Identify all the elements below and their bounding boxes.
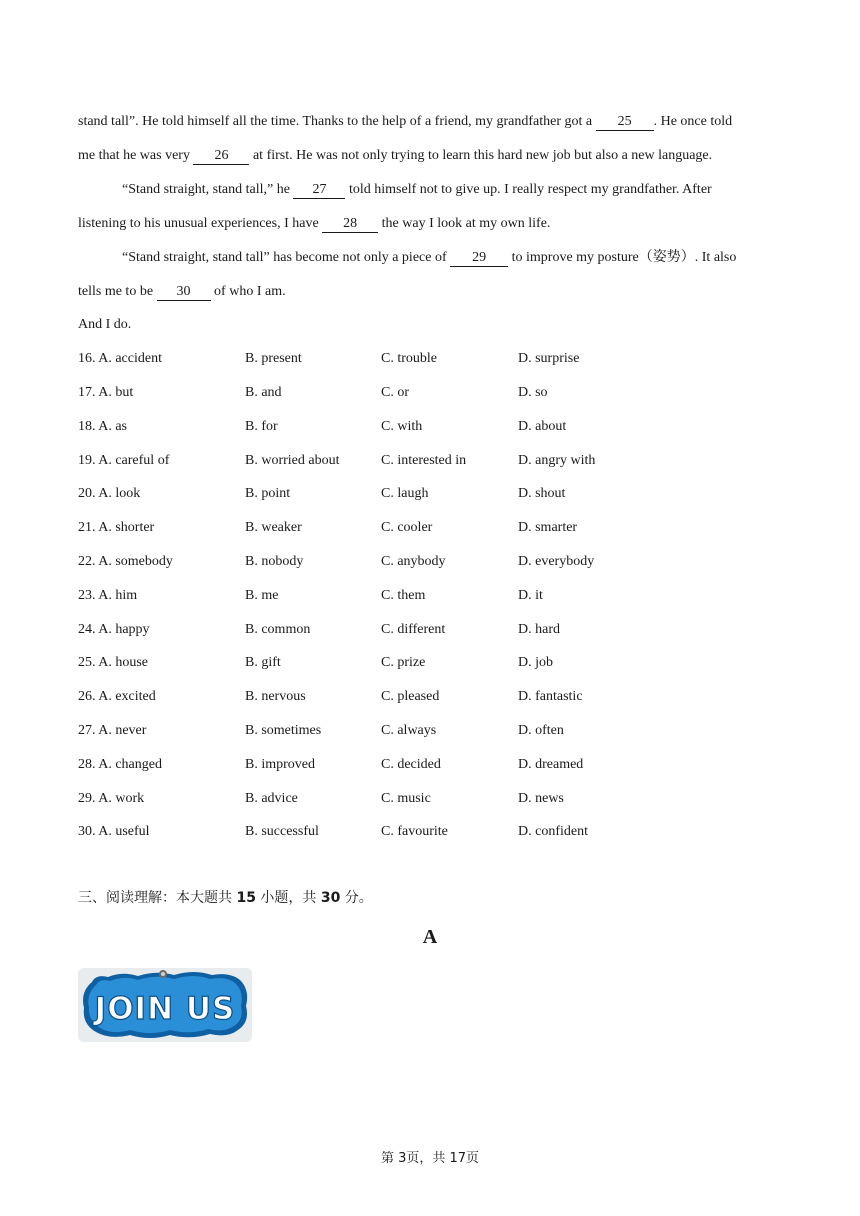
option-d: D. dreamed [518, 757, 584, 772]
blank-27: 27 [293, 182, 345, 199]
option-d: D. shout [518, 486, 566, 501]
option-a: 22. A. somebody [78, 554, 173, 569]
option-d: D. so [518, 385, 548, 400]
option-b: B. sometimes [245, 723, 322, 738]
option-d: D. fantastic [518, 689, 583, 704]
option-c: C. always [381, 723, 437, 738]
join-us-logo-graphic [78, 968, 252, 1042]
option-b: B. common [245, 622, 311, 637]
option-c: C. anybody [381, 554, 446, 569]
option-a: 16. A. accident [78, 351, 162, 366]
passage-text: me that he was very [78, 148, 194, 163]
question-24-options [78, 621, 678, 639]
option-c: C. or [381, 385, 409, 400]
option-d: D. surprise [518, 351, 580, 366]
passage-text: . He once told [653, 114, 733, 129]
option-c: C. cooler [381, 520, 433, 535]
question-27-options [78, 722, 678, 740]
passage-line-6 [78, 283, 788, 301]
passage-text: at first. He was not only trying to learn this hard new job but also a new language. [249, 148, 713, 163]
option-c: C. prize [381, 655, 426, 670]
option-b: B. gift [245, 655, 281, 670]
question-30-options [78, 823, 678, 841]
option-d: D. it [518, 588, 543, 603]
option-d: D. angry with [518, 453, 596, 468]
section-heading-text: 小题，共 [255, 890, 321, 906]
join-us-logo [78, 968, 252, 1042]
option-b: B. for [245, 419, 278, 434]
option-d: D. about [518, 419, 567, 434]
passage-line-5 [78, 249, 832, 267]
question-20-options [78, 485, 678, 503]
option-b: B. present [245, 351, 302, 366]
passage-text: “Stand straight, stand tall” has become not only a piece of [122, 250, 451, 265]
option-d: D. job [518, 655, 553, 670]
option-a: 25. A. house [78, 655, 148, 670]
option-a: 17. A. but [78, 385, 134, 400]
passage-text: listening to his unusual experiences, I have [78, 216, 323, 231]
option-a: 28. A. changed [78, 757, 162, 772]
score-total: 30 [320, 890, 341, 906]
option-a: 24. A. happy [78, 622, 150, 637]
question-26-options [78, 688, 678, 706]
passage-text: told himself not to give up. I really respect my grandfather. After [345, 182, 712, 197]
option-c: C. pleased [381, 689, 440, 704]
question-25-options [78, 654, 678, 672]
blank-28: 28 [322, 216, 378, 233]
option-a: 20. A. look [78, 486, 141, 501]
option-d: D. everybody [518, 554, 595, 569]
option-b: B. improved [245, 757, 315, 772]
option-d: D. smarter [518, 520, 578, 535]
option-d: D. often [518, 723, 564, 738]
option-b: B. point [245, 486, 291, 501]
option-b: B. weaker [245, 520, 302, 535]
option-b: B. worried about [245, 453, 340, 468]
option-a: 27. A. never [78, 723, 147, 738]
option-a: 23. A. him [78, 588, 138, 603]
option-d: D. news [518, 791, 564, 806]
option-c: C. interested in [381, 453, 467, 468]
passage-text: “Stand straight, stand tall,” he [122, 182, 294, 197]
passage-line-2 [78, 147, 788, 165]
section-heading-text: 分。 [340, 890, 373, 906]
part-title: A [422, 926, 438, 948]
passage-text: the way I look at my own life. [378, 216, 551, 231]
question-22-options [78, 553, 678, 571]
question-23-options [78, 587, 678, 605]
passage-line-1 [78, 113, 788, 131]
option-a: 29. A. work [78, 791, 145, 806]
passage-text: to improve my posture（姿势）. It also [508, 250, 737, 265]
section-heading-text: 三、阅读理解：本大题共 [78, 890, 237, 906]
option-c: C. different [381, 622, 446, 637]
blank-26: 26 [193, 148, 249, 165]
option-a: 26. A. excited [78, 689, 156, 704]
option-c: C. trouble [381, 351, 437, 366]
option-b: B. and [245, 385, 282, 400]
blank-25: 25 [596, 114, 654, 131]
option-d: D. confident [518, 824, 588, 839]
option-a: 30. A. useful [78, 824, 150, 839]
passage-line-7: And I do. [78, 317, 132, 332]
question-28-options [78, 756, 678, 774]
option-b: B. me [245, 588, 279, 603]
option-c: C. laugh [381, 486, 429, 501]
page-footer: 第 3页，共 17页 [380, 1151, 480, 1166]
question-19-options [78, 452, 678, 470]
passage-line-4 [78, 215, 788, 233]
option-b: B. nervous [245, 689, 306, 704]
passage-line-3 [78, 181, 832, 199]
option-a: 18. A. as [78, 419, 127, 434]
option-c: C. decided [381, 757, 441, 772]
question-16-options [78, 350, 678, 368]
logo-text: JOIN US [94, 991, 236, 1027]
blank-29: 29 [450, 250, 508, 267]
option-c: C. favourite [381, 824, 448, 839]
option-a: 19. A. careful of [78, 453, 170, 468]
passage-text: of who I am. [210, 284, 286, 299]
blank-30: 30 [157, 284, 211, 301]
section-heading [78, 888, 373, 908]
option-b: B. nobody [245, 554, 304, 569]
question-18-options [78, 418, 678, 436]
option-b: B. advice [245, 791, 298, 806]
option-d: D. hard [518, 622, 560, 637]
option-c: C. them [381, 588, 426, 603]
passage-text: stand tall”. He told himself all the time. Thanks to the help of a friend, my grandfather got a [78, 114, 596, 129]
question-17-options [78, 384, 678, 402]
passage-text: tells me to be [78, 284, 157, 299]
option-c: C. music [381, 791, 431, 806]
question-21-options [78, 519, 678, 537]
question-29-options [78, 790, 678, 808]
option-a: 21. A. shorter [78, 520, 155, 535]
option-b: B. successful [245, 824, 319, 839]
question-count: 15 [236, 890, 256, 906]
option-c: C. with [381, 419, 423, 434]
